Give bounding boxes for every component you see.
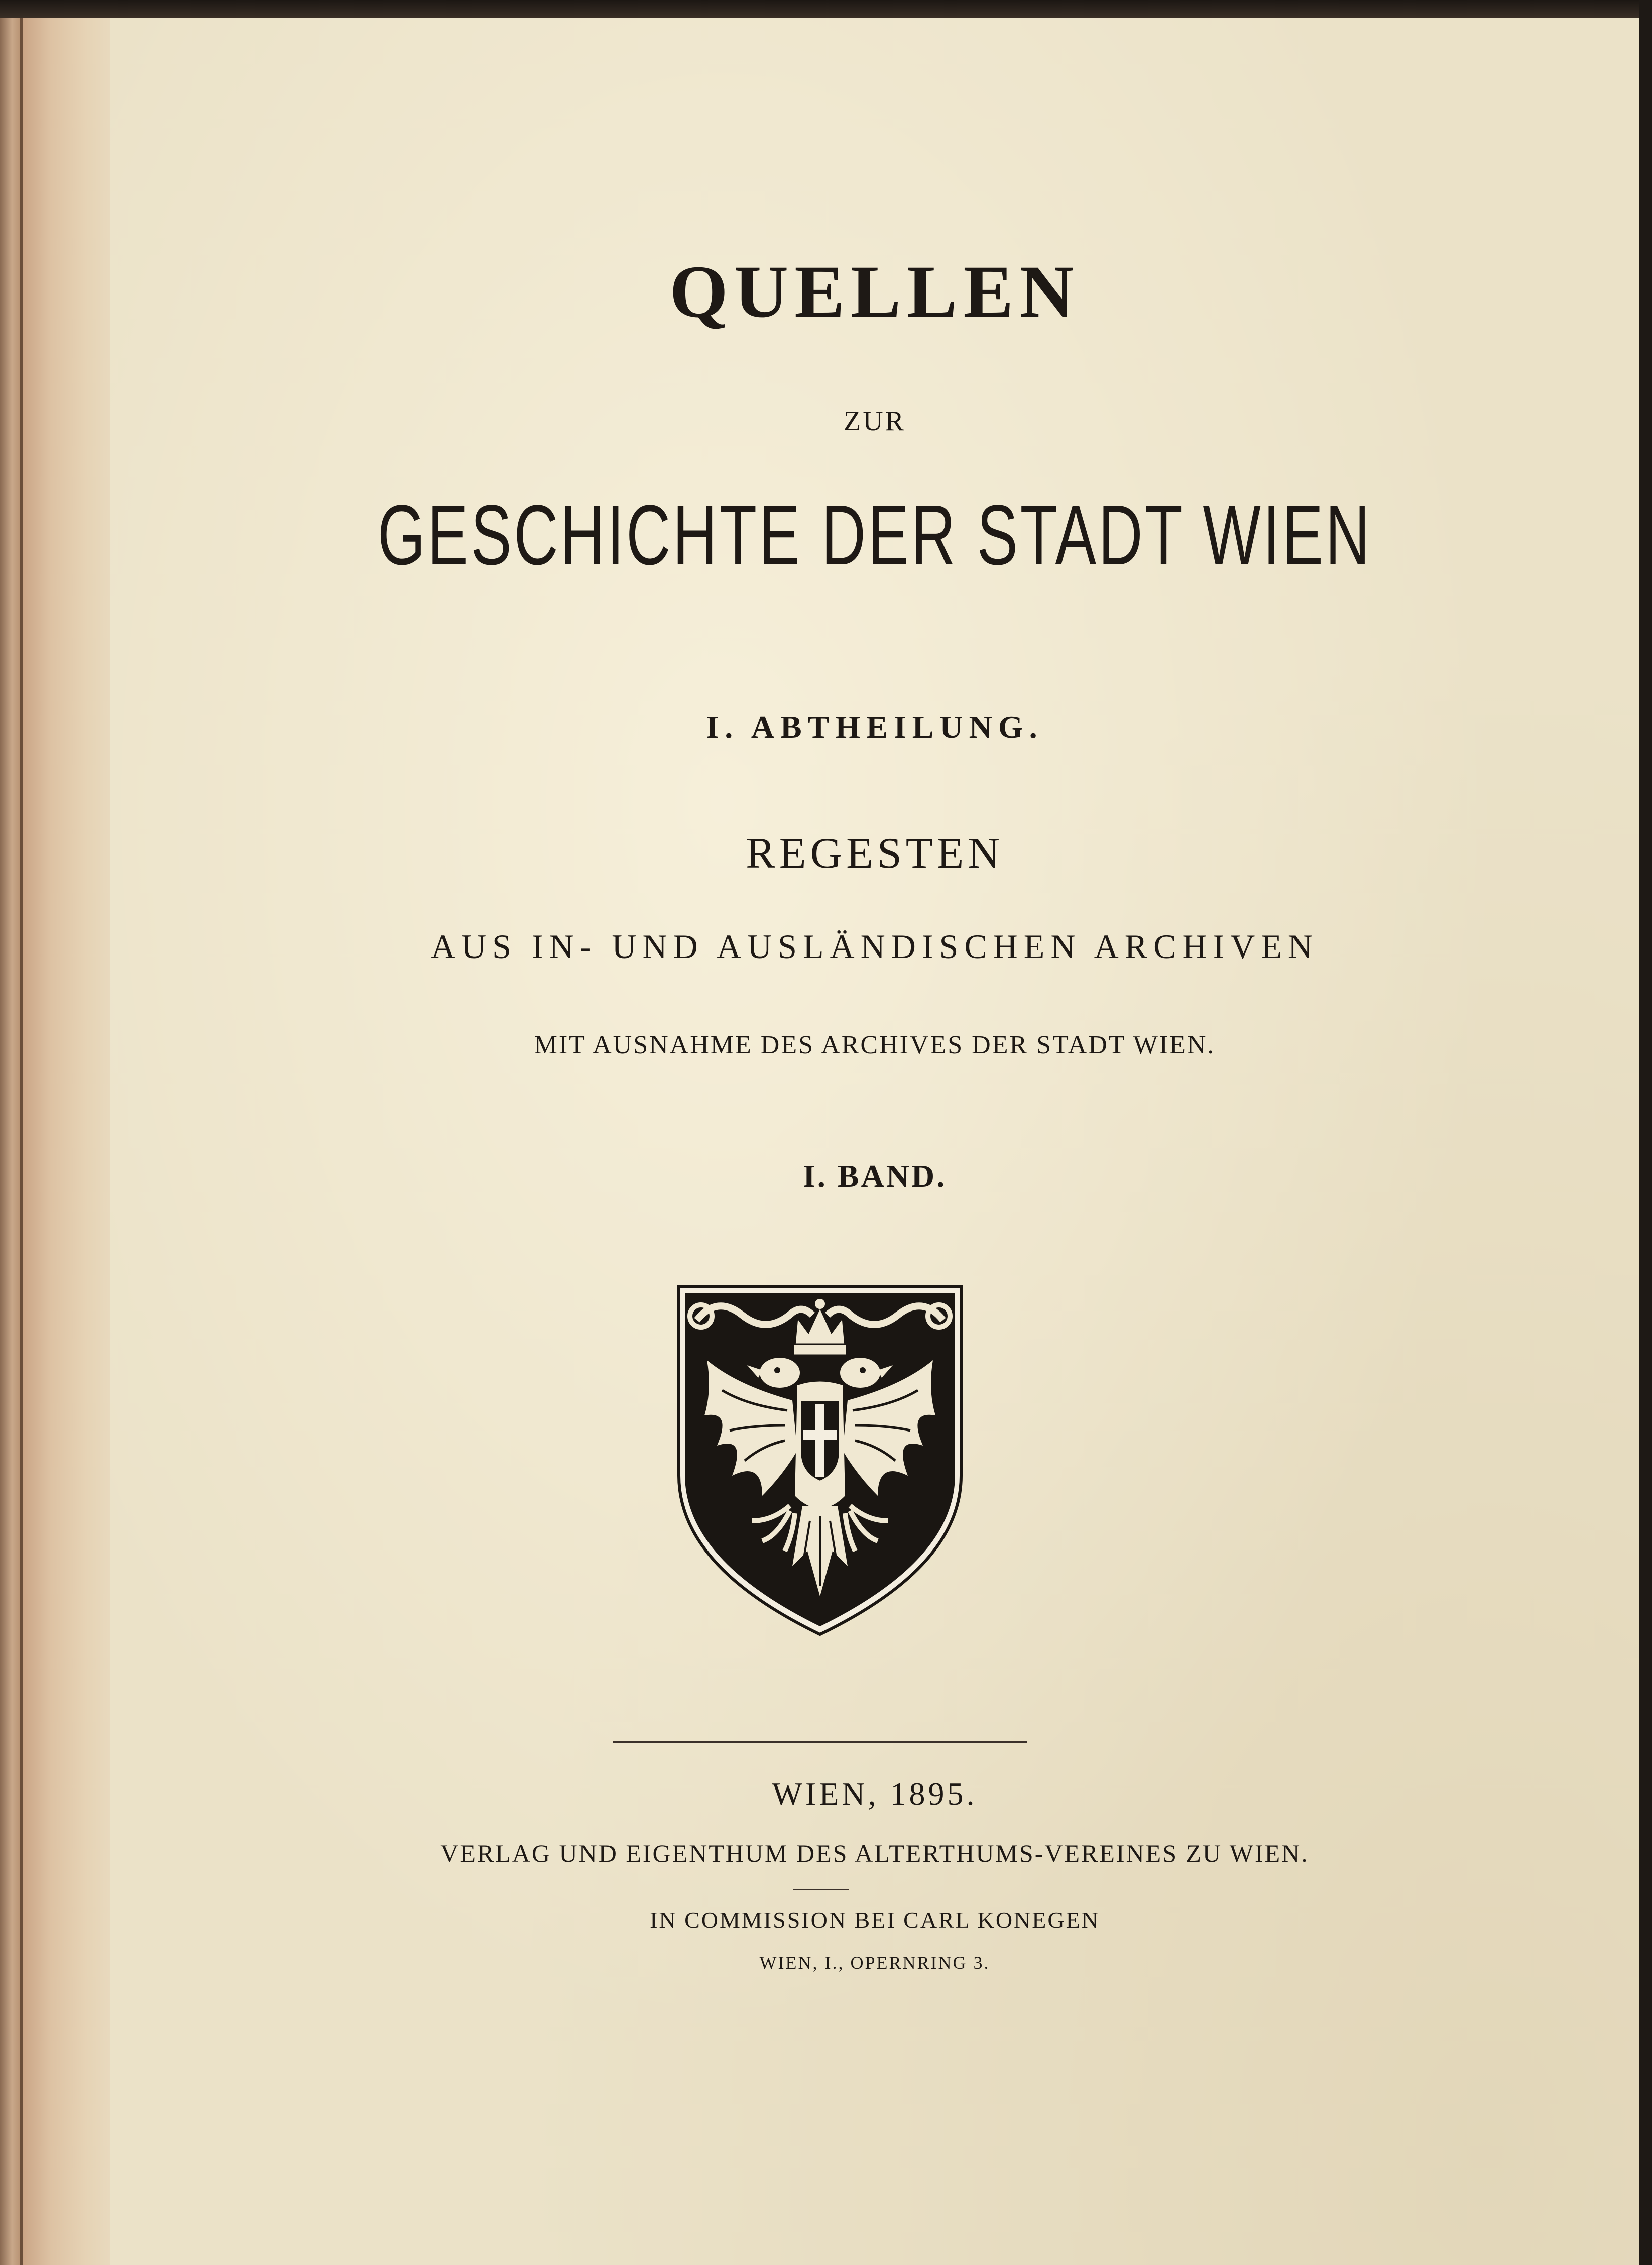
subtitle-archives: AUS IN- UND AUSLÄNDISCHEN ARCHIVEN bbox=[430, 927, 1319, 966]
title-line-quellen: QUELLEN bbox=[669, 250, 1080, 333]
division-label: I. ABTHEILUNG. bbox=[706, 709, 1043, 745]
scan-right-edge bbox=[1639, 0, 1652, 2265]
imprint-commission: IN COMMISSION BEI CARL KONEGEN bbox=[650, 1907, 1100, 1933]
book-binding bbox=[0, 18, 20, 2265]
title-line-zur: ZUR bbox=[844, 406, 906, 437]
volume-label: I. BAND. bbox=[802, 1158, 947, 1194]
imprint-publisher: VERLAG UND EIGENTHUM DES ALTERTHUMS-VEREINES ZU WIEN. bbox=[440, 1839, 1309, 1867]
divider-rule bbox=[613, 1741, 1027, 1743]
vienna-coat-of-arms-icon bbox=[677, 1285, 963, 1636]
binding-gutter bbox=[20, 18, 113, 2265]
imprint-place-year: WIEN, 1895. bbox=[772, 1776, 978, 1812]
short-divider-rule bbox=[793, 1889, 849, 1890]
title-page bbox=[110, 18, 1639, 2265]
imprint-address: WIEN, I., OPERNRING 3. bbox=[759, 1953, 990, 1973]
scan-top-edge bbox=[0, 0, 1652, 18]
subtitle-exception: MIT AUSNAHME DES ARCHIVES DER STADT WIEN. bbox=[534, 1031, 1216, 1059]
subtitle-regesten: REGESTEN bbox=[746, 829, 1004, 878]
title-line-main: GESCHICHTE DER STADT WIEN bbox=[377, 488, 1372, 583]
